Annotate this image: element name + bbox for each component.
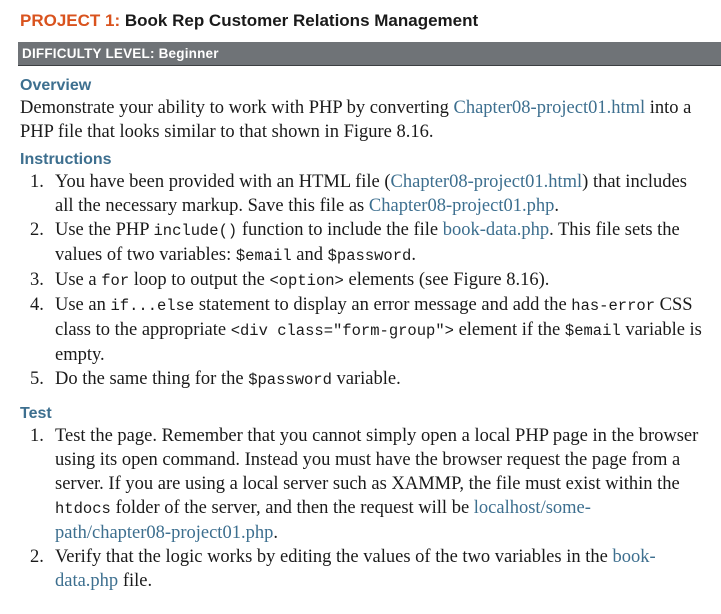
- instructions-list: [20, 170, 705, 392]
- item-text: folder of the server, and then the request will be: [110, 498, 474, 518]
- code-snippet: $email: [564, 322, 621, 340]
- item-number: 2.: [30, 220, 44, 240]
- item-text: Verify that the logic works by editing the values of the two variables in the: [55, 547, 613, 567]
- item-number: 5.: [30, 369, 44, 389]
- code-snippet: include(): [153, 222, 238, 240]
- file-link: Chapter08-project01.php: [368, 196, 555, 216]
- instruction-item-3: [20, 268, 705, 293]
- item-text: and: [291, 245, 328, 265]
- url-link: localhost/some-path/chapter08-project01.php: [55, 498, 591, 543]
- overview-heading: Overview: [20, 77, 92, 94]
- item-number: 2.: [30, 547, 44, 567]
- item-text: file.: [118, 571, 153, 591]
- item-text: .: [554, 196, 559, 216]
- code-snippet: $email: [235, 247, 292, 265]
- instructions-heading: Instructions: [20, 151, 112, 168]
- item-text: ) that includes all the necessary markup. Save this file as: [55, 172, 687, 216]
- item-text: Test the page. Remember that you cannot simply open a local PHP page in the browser using its open command. Instead you must have the browser request the page from a server. If you are using a local server such as XAMMP, the file must exist within the: [55, 426, 699, 494]
- project-title: [20, 8, 705, 34]
- instruction-item-4: [20, 293, 705, 367]
- item-text: CSS class to the appropriate: [55, 295, 693, 340]
- instruction-item-1: [20, 170, 705, 218]
- item-text: statement to display an error message and add the: [194, 295, 572, 315]
- item-text: loop to output the: [129, 270, 270, 290]
- item-number: 1.: [30, 172, 44, 192]
- code-snippet: htdocs: [55, 500, 111, 518]
- test-item-2: [20, 545, 705, 593]
- item-text: Use an: [55, 295, 111, 315]
- code-snippet: $password: [327, 247, 412, 265]
- item-text: element if the: [453, 320, 565, 340]
- item-number: 1.: [30, 426, 44, 446]
- item-text: variable.: [331, 369, 401, 389]
- overview-text-2: into a PHP file that looks similar to that shown in Figure 8.16.: [20, 98, 692, 142]
- item-text: You have been provided with an HTML file (: [55, 172, 391, 192]
- difficulty-banner: DIFFICULTY LEVEL: Beginner: [18, 42, 721, 66]
- project-name: Book Rep Customer Relations Management: [124, 11, 479, 30]
- test-list: [20, 424, 705, 593]
- code-snippet: $password: [248, 371, 332, 389]
- item-text: Do the same thing for the: [55, 369, 249, 389]
- instruction-item-2: [20, 218, 705, 268]
- code-snippet: <option>: [269, 272, 344, 290]
- item-text: elements (see Figure 8.16).: [343, 270, 550, 290]
- test-item-1: [20, 424, 705, 545]
- item-text: . This file sets the values of two variables:: [55, 220, 680, 265]
- overview-file-link: Chapter08-project01.html: [453, 98, 646, 118]
- code-snippet: for: [101, 272, 130, 290]
- test-heading: Test: [20, 405, 52, 422]
- instruction-item-5: [20, 367, 705, 392]
- item-text: Use the PHP: [55, 220, 154, 240]
- code-snippet: has-error: [571, 297, 655, 315]
- item-text: .: [411, 245, 416, 265]
- item-text: variable is empty.: [55, 320, 702, 365]
- file-link: book-data.php: [55, 547, 656, 591]
- file-link: book-data.php: [442, 220, 550, 240]
- overview-text-1: Demonstrate your ability to work with PHP by converting: [20, 98, 454, 118]
- item-text: function to include the file: [237, 220, 443, 240]
- project-label: PROJECT 1:: [20, 11, 121, 30]
- code-snippet: <div class="form-group">: [230, 322, 454, 340]
- item-number: 4.: [30, 295, 44, 315]
- code-snippet: if...else: [110, 297, 195, 315]
- item-number: 3.: [30, 270, 44, 290]
- item-text: .: [273, 523, 278, 543]
- file-link: Chapter08-project01.html: [390, 172, 583, 192]
- item-text: Use a: [55, 270, 102, 290]
- overview-text: [20, 96, 705, 144]
